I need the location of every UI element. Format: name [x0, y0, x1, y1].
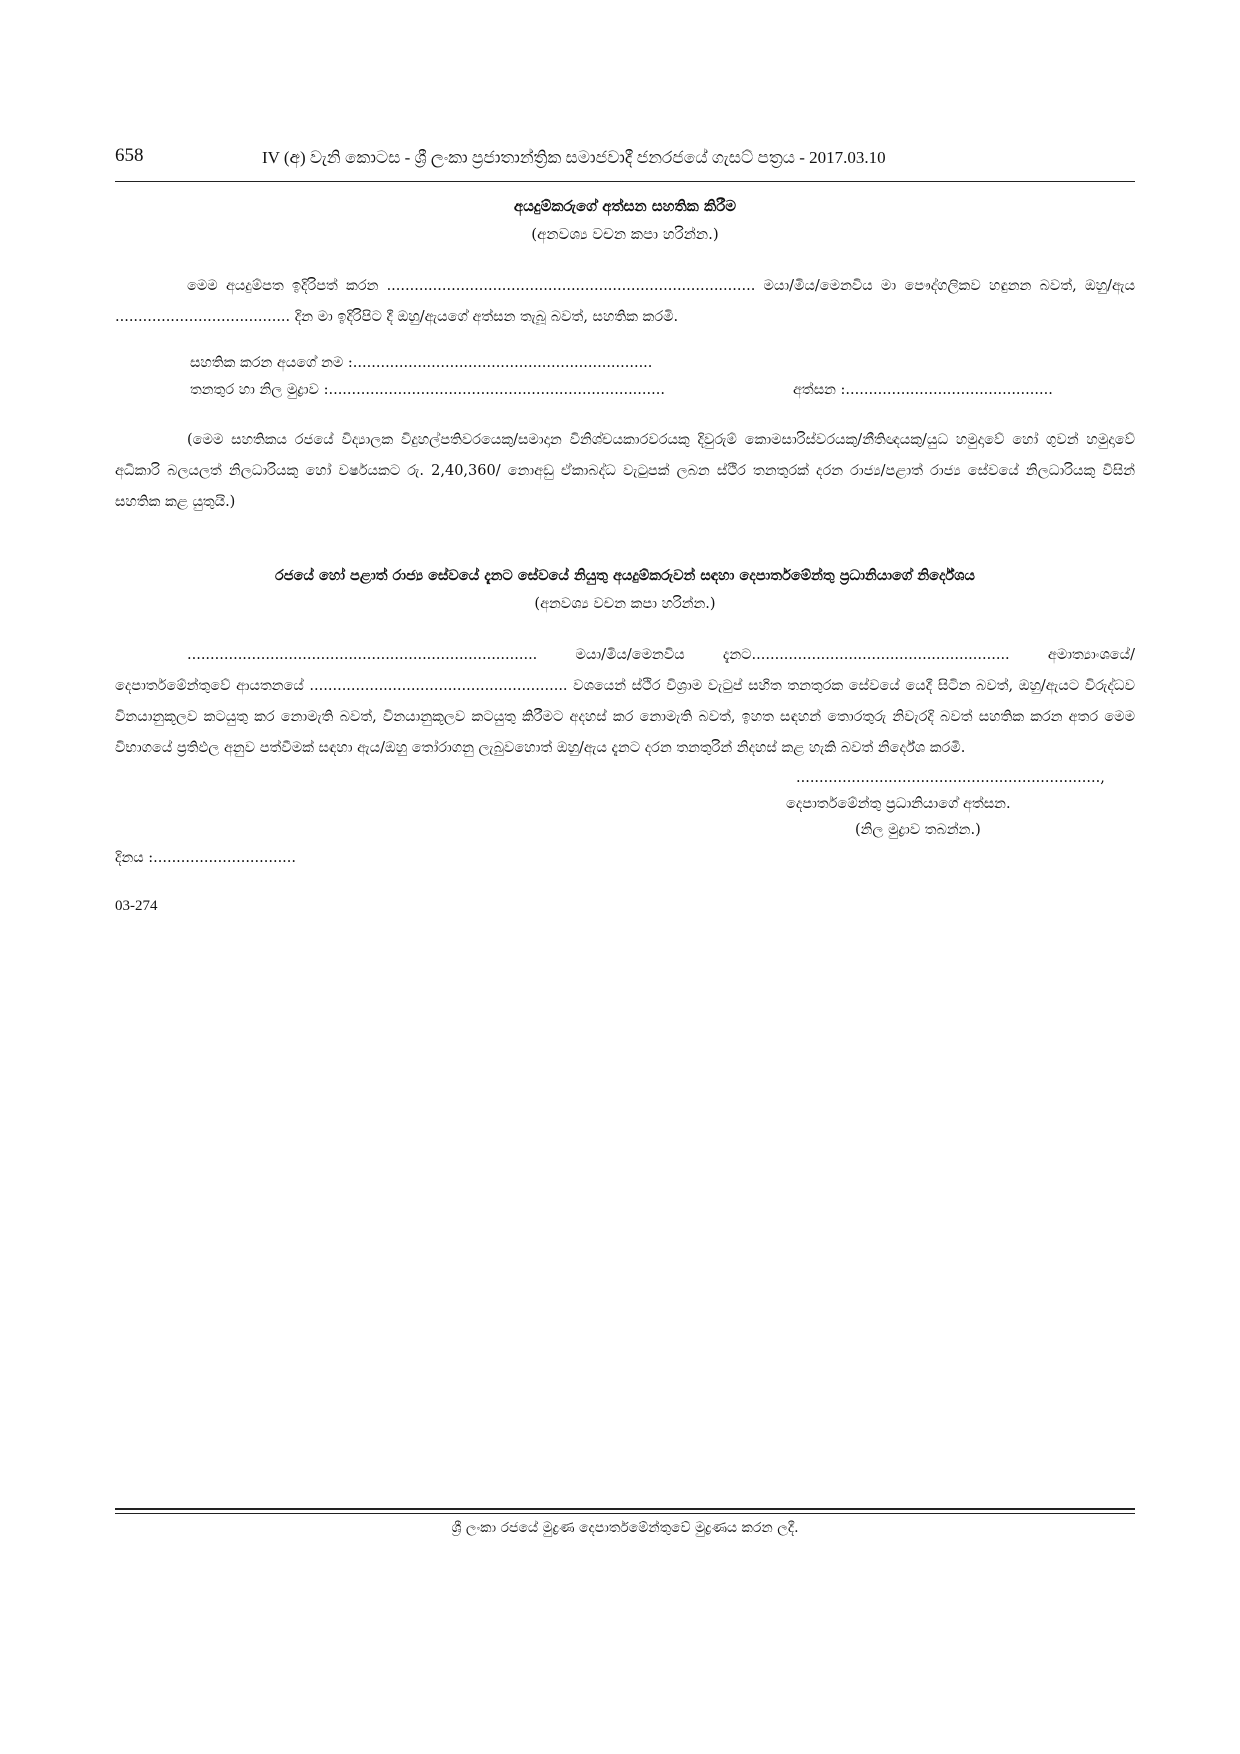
- footer-divider-thin: [115, 1513, 1135, 1514]
- header-divider: [115, 181, 1135, 182]
- eligibility-note: [115, 425, 1135, 518]
- section2-paragraph-text: ............................................................................ මයා/මිය/මෙනවිය දැනට........................................................ අමාත්‍යාංශයේ/ දෙපාර්තමේන්තුවේ ආයතනයේ ........................................................ වශයෙන් ස්ථිර විශ්‍රාම වැටුප් සහිත තනතුරක සේවයේ යෙදී සිටින බවත්, ඔහු/ඇයට විරුද්ධව විනයානුකූලව කටයුතු කර නොමැති බවත්, විනයානුකූලව කටයුතු කිරීමට අදහස් කර නොමැති බවත්, ඉහත සඳහන් තොරතුරු නිවැරදි බවත් සහතික කරන අතර මෙම විභාගයේ ප්‍රතිඵල අනුව පත්වීමක් සඳහා ඇය/ඔහු තෝරාගනු ලැබුවහොත් ඔහු/ඇය දැනට දරන තනතුරින් නිදහස් කළ හැකි බවත් නිර්දේශ කරමි.: [115, 647, 1135, 756]
- eligibility-note-text: (මෙම සහතිකය රජයේ විද්‍යාලක විදුහල්පතිවරයෙකු/සමාදාන විනිශ්චයකාරවරයකු දිවුරුම් කොමසාරිස්වරයකු/නීතිඥයකු/යුධ හමුදාවේ හෝ ගුවන් හමුදාවේ අධිකාරි බලයලත් නිලධාරියකු හෝ වර්ෂයකට රු. 2,40,360/ නොඅඩු ඒකාබද්ධ වැටුපක් ලබන ස්ථිර තනතුරක් දරන රාජ්‍ය/පළාත් රාජ්‍ය සේවයේ නිලධාරියකු විසින් සහතික කළ යුතුයි.): [115, 432, 1135, 510]
- head-signature-line: ..................................................................,: [796, 770, 1105, 786]
- section2-title: රජයේ හෝ පළාත් රාජ්‍ය සේවයේ දැනට සේවයේ නියුතු අයදුම්කරුවන් සඳහා දෙපාර්තමේන්තු ප්‍රධානියාගේ නිර්දේශය: [275, 567, 975, 584]
- section1-title: අයදුම්කරුගේ අත්සන සහතික කිරීම: [513, 197, 737, 215]
- head-signature-caption: දෙපාර්තමේන්තු ප්‍රධානියාගේ අත්සන.: [786, 796, 1011, 812]
- section2-note: (අනවශ්‍ය වචන කපා හරින්න.): [534, 596, 716, 612]
- stamp-note: (නිල මුද්‍රාව තබන්න.): [855, 822, 981, 838]
- footer-divider-thick: [115, 1508, 1135, 1510]
- page-number: 658: [115, 145, 144, 166]
- reference-number: 03-274: [115, 898, 158, 914]
- printer-credit: ශ්‍රී ලංකා රජයේ මුද්‍රණ දෙපාර්තමේන්තුවේ මුද්‍රණය කරන ලදී.: [451, 1520, 799, 1536]
- certifier-name-field: සහතික කරන අයගේ නම :.................................................................: [190, 355, 653, 371]
- section1-note: (අනවශ්‍ය වචන කපා හරින්න.): [531, 225, 719, 243]
- signature-field: අත්සන :.............................................: [793, 382, 1053, 398]
- gazette-header-title: IV (අ) වැනි කොටස - ශ්‍රී ලංකා ප්‍රජාතාන්ත්‍රික සමාජවාදී ජනරජයේ ගැසට් පත්‍රය - 2017.03.10: [262, 148, 886, 167]
- designation-stamp-field: තනතුර හා නිල මුද්‍රාව :.........................................................................: [190, 382, 665, 398]
- section1-paragraph-text: මෙම අයදුම්පත ඉදිරිපත් කරන ................................................................................ මයා/මිය/මෙනවිය මා පෞද්ගලිකව හඳුනන බවත්, ඔහු/ඇය ...................................... දින මා ඉදිරිපිට දී ඔහු/ඇයගේ අත්සන තැබූ බවත්, සහතික කරමි.: [115, 278, 1135, 325]
- section2-paragraph: [115, 640, 1135, 764]
- section1-paragraph: [115, 271, 1135, 333]
- date-field: දිනය :...............................: [115, 850, 297, 866]
